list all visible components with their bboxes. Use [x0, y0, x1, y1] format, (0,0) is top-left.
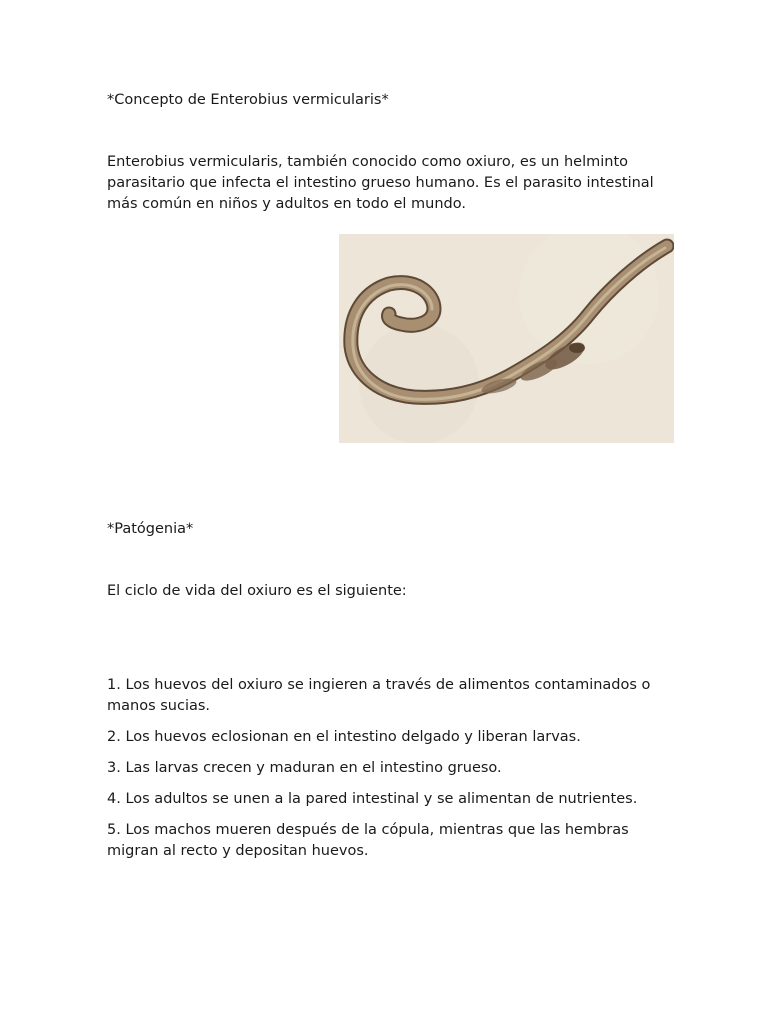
intro-paragraph: Enterobius vermicularis, también conocido como oxiuro, es un helminto parasitario que infecta el intestino grueso humano. Es el parasito intestinal más común en niños y adultos en todo el mundo.: [107, 154, 654, 212]
list-item: 1. Los huevos del oxiuro se ingieren a través de alimentos contaminados o manos sucias.: [107, 677, 651, 714]
section-title-concepto: *Concepto de Enterobius vermicularis*: [107, 92, 389, 108]
list-item: 5. Los machos mueren después de la cópula, mientras que las hembras migran al recto y depositan huevos.: [107, 822, 629, 859]
list-item: 4. Los adultos se unen a la pared intestinal y se alimentan de nutrientes.: [107, 791, 638, 807]
life-cycle-steps: [107, 675, 672, 872]
section-title-patogenia: *Patógenia*: [107, 521, 194, 537]
worm-illustration: [339, 234, 674, 443]
enterobius-worm-photo: [339, 234, 674, 443]
life-cycle-intro: El ciclo de vida del oxiuro es el siguiente:: [107, 583, 407, 599]
list-item: 3. Las larvas crecen y maduran en el intestino grueso.: [107, 760, 502, 776]
list-item: 2. Los huevos eclosionan en el intestino delgado y liberan larvas.: [107, 729, 581, 745]
